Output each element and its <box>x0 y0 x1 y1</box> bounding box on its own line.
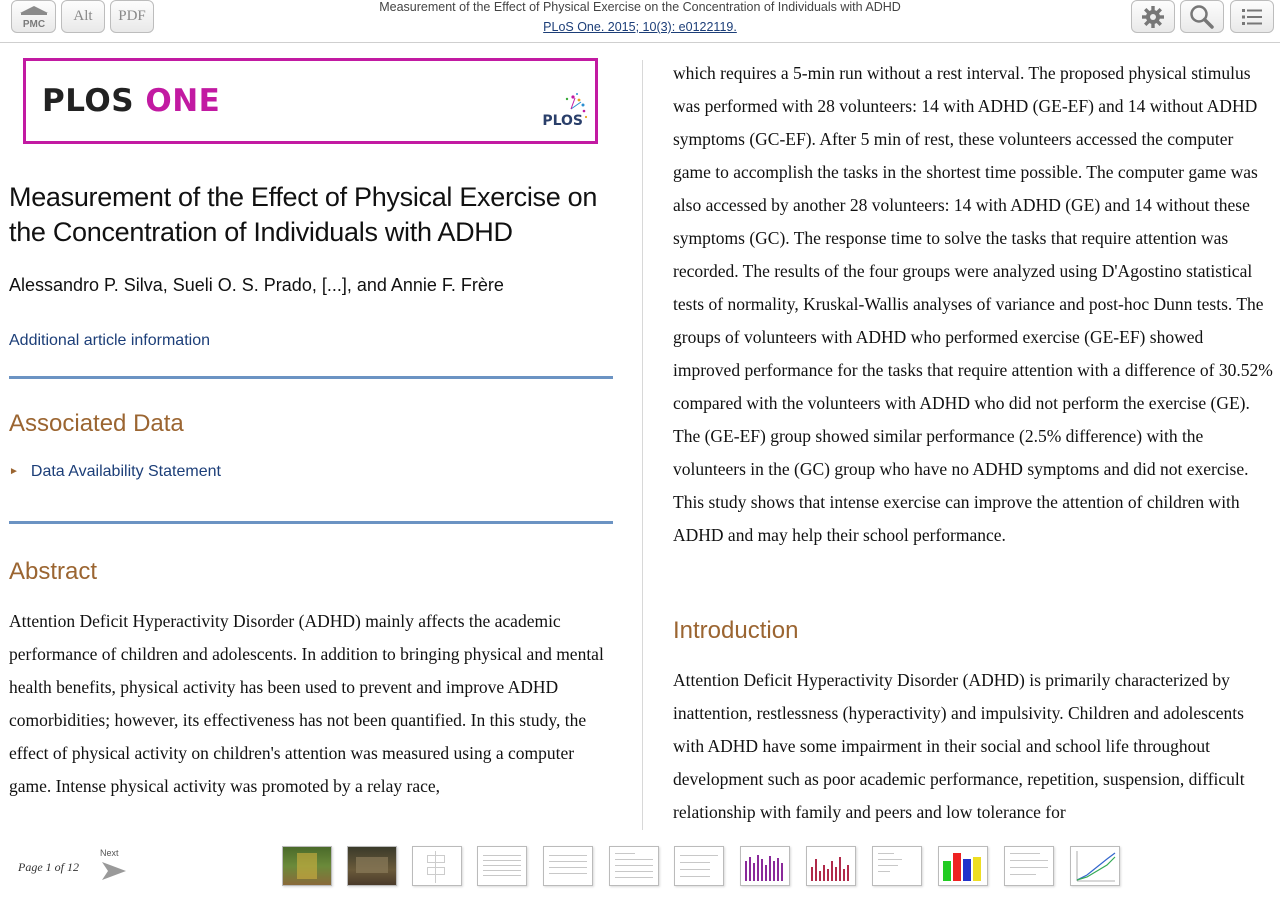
next-page-button[interactable] <box>100 848 130 884</box>
table-thumbnail-3[interactable] <box>609 846 659 886</box>
alt-view-button[interactable]: Alt <box>61 0 105 33</box>
top-toolbar <box>0 0 1280 43</box>
introduction-heading: Introduction <box>673 617 799 644</box>
section-rule <box>9 521 613 524</box>
chart-thumbnail-3[interactable] <box>938 846 988 886</box>
data-availability-label: Data Availability Statement <box>30 463 221 480</box>
header-article-title: Measurement of the Effect of Physical Exercise on the Concentration of Individuals with ADHD <box>379 0 901 14</box>
table-thumbnail-1[interactable] <box>477 846 527 886</box>
figure-thumbnail-2[interactable] <box>347 846 397 886</box>
bar-chart-icon <box>939 847 987 885</box>
line-chart-icon <box>1071 847 1119 885</box>
gear-icon <box>1141 5 1165 29</box>
additional-info-link[interactable]: Additional article information <box>9 332 210 349</box>
header-citation-link[interactable]: PLoS One. 2015; 10(3): e0122119. <box>543 20 737 34</box>
section-rule <box>9 376 613 379</box>
data-availability-toggle[interactable] <box>9 463 221 481</box>
pmc-home-button[interactable] <box>11 0 56 33</box>
chart-thumbnail-1[interactable] <box>740 846 790 886</box>
figure-thumbnail-3[interactable] <box>412 846 462 886</box>
abstract-paragraph-continued: which requires a 5-min run without a rest interval. The proposed physical stimulus was performed with 28 volunteers: 14 with ADHD (GE-EF) and 14 without ADHD symptoms (GC-EF). After 5 min of rest, these volunteers accessed the computer game to accomplish the tasks in the shortest time possible. The computer game was also accessed by another 28 volunteers: 14 with ADHD (GE) and 14 without these symptoms (GC). The response time to solve the tasks that require attention was recorded. The results of the four groups were analyzed using D'Agostino statistical tests of normality, Kruskal-Wallis analyses of variance and post-hoc Dunn tests. The groups of volunteers with ADHD who performed exercise (GE-EF) showed improved performance for the tasks that require attention with a difference of 30.52% compared with the volunteers with ADHD who did not perform the exercise (GE). The (GE-EF) group showed similar performance (2.5% difference) with the volunteers in the (GC) group who have no ADHD symptoms and did not exercise. This study shows that intense exercise can improve the attention of children with ADHD and may help their school performance. <box>673 63 1273 545</box>
logo-part-plos: PLOS <box>42 83 146 119</box>
abstract-heading: Abstract <box>9 558 98 585</box>
chart-thumbnail-2[interactable] <box>806 846 856 886</box>
journal-logo-text <box>42 83 220 119</box>
article-title: Measurement of the Effect of Physical Exercise on the Concentration of Individuals with ADHD <box>9 182 598 247</box>
bar-chart-icon <box>741 847 789 885</box>
list-icon <box>1240 6 1264 28</box>
next-label: Next <box>100 848 119 858</box>
pmc-building-icon <box>16 4 52 30</box>
introduction-paragraph: Attention Deficit Hyperactivity Disorder (ADHD) is primarily characterized by inattention, restlessness (hyperactivity) and impulsivity. Children and adolescents with ADHD have some impairment in their social and school life throughout development such as poor academic performance, repetition, suspension, difficult relationship with family and peers and low tolerance for <box>673 670 1245 822</box>
article-authors[interactable]: Alessandro P. Silva, Sueli O. S. Prado, [...], and Annie F. Frère <box>9 275 504 295</box>
expand-triangle-icon: ► <box>9 466 19 477</box>
search-icon <box>1189 4 1215 30</box>
logo-part-one: ONE <box>145 83 221 119</box>
chart-thumbnail-4[interactable] <box>1070 846 1120 886</box>
abstract-paragraph: Attention Deficit Hyperactivity Disorder (ADHD) mainly affects the academic performance of children and adolescents. In addition to bringing physical and mental health benefits, physical activity has been used to prevent and improve ADHD comorbidities; however, its effectiveness has not been quantified. In this study, the effect of physical activity on children's attention was measured using a computer game. Intense physical activity was promoted by a relay race, <box>9 611 604 796</box>
table-thumbnail-6[interactable] <box>1004 846 1054 886</box>
table-thumbnail-4[interactable] <box>674 846 724 886</box>
plos-mini-logo: PLOS <box>542 113 583 129</box>
settings-button[interactable] <box>1131 0 1175 33</box>
table-thumbnail-5[interactable] <box>872 846 922 886</box>
column-divider <box>642 60 643 830</box>
journal-banner <box>23 58 598 144</box>
search-button[interactable] <box>1180 0 1224 33</box>
page-indicator: Page 1 of 12 <box>18 860 79 874</box>
svg-text:PMC: PMC <box>22 18 45 30</box>
next-arrow-icon <box>102 860 126 882</box>
bar-chart-icon <box>807 847 855 885</box>
contents-menu-button[interactable] <box>1230 0 1274 33</box>
table-thumbnail-2[interactable] <box>543 846 593 886</box>
pdf-button[interactable]: PDF <box>110 0 154 33</box>
figure-thumbnail-1[interactable] <box>282 846 332 886</box>
associated-data-heading: Associated Data <box>9 410 184 437</box>
